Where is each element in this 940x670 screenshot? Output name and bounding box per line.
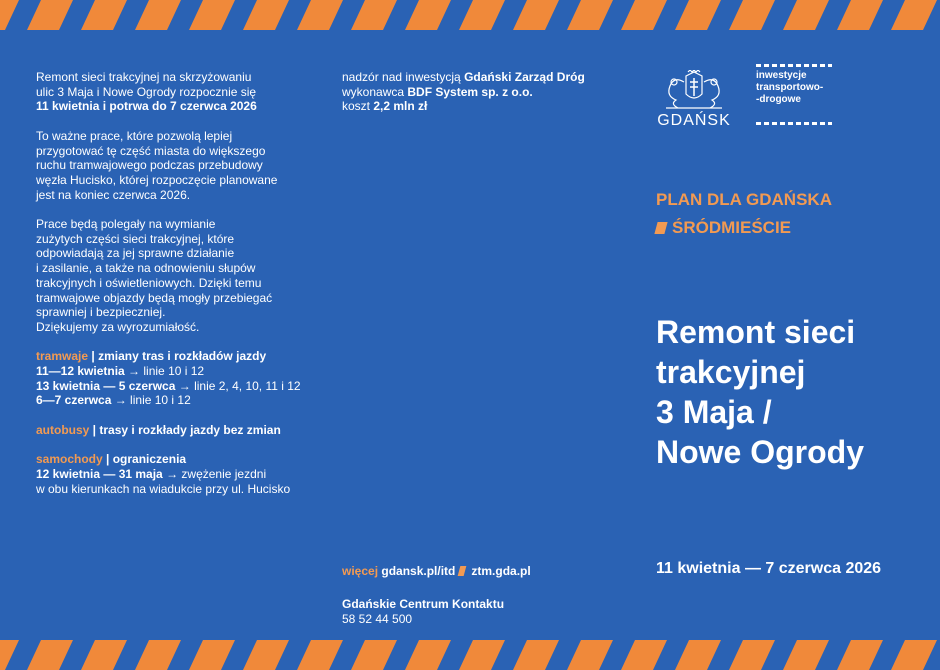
more-info: [342, 564, 531, 578]
cars-info-2: w obu kierunkach na wiadukcie przy ul. Hucisko: [36, 481, 291, 496]
stripe-segment: [135, 0, 181, 30]
title-line: Nowe Ogrody: [656, 434, 865, 470]
stripe-segment: [351, 640, 397, 670]
cost-label: koszt: [342, 99, 374, 114]
text-line: i zasilanie, a także na odnowieniu słupów: [36, 261, 256, 276]
separator: |: [88, 349, 99, 364]
stripe-segment: [837, 640, 883, 670]
tram-row-info: → linie 10 i 12: [111, 393, 191, 408]
link-gdansk-itd[interactable]: gdansk.pl/itd: [381, 564, 456, 578]
bus-section: [36, 423, 306, 438]
text-line: ruchu tramwajowego podczas przebudowy: [36, 158, 263, 173]
accent-square-icon: [458, 566, 467, 576]
stripe-segment: [567, 0, 613, 30]
stripe-segment: [27, 640, 73, 670]
itd-logo-text: [756, 70, 856, 106]
text-line: Dziękujemy za wyrozumiałość.: [36, 319, 200, 334]
cars-date: 12 kwietnia — 31 maja: [36, 466, 163, 481]
intro-paragraph: [36, 70, 306, 114]
plan-heading: [656, 186, 832, 242]
gdansk-crest-icon: [656, 70, 732, 110]
stripe-segment: [297, 640, 343, 670]
text-line: 11 kwietnia i potrwa do 7 czerwca 2026: [36, 99, 257, 114]
stripe-segment: [459, 640, 505, 670]
text-line: jest na koniec czerwca 2026.: [36, 187, 191, 202]
top-stripe-border: [0, 0, 940, 30]
stripe-segment: [621, 640, 667, 670]
stripe-segment: [405, 0, 451, 30]
stripe-segment: [81, 640, 127, 670]
tram-row-date: 13 kwietnia — 5 czerwca: [36, 378, 176, 393]
contractor-name: BDF System sp. z o.o.: [407, 84, 533, 99]
tram-row-date: 6—7 czerwca: [36, 393, 112, 408]
tram-label: tramwaje: [36, 349, 89, 364]
stripe-segment: [27, 0, 73, 30]
supervisor-name: Gdański Zarząd Dróg: [464, 70, 585, 84]
text-line: Prace będą polegały na wymianie: [36, 217, 216, 231]
investment-details: [342, 70, 602, 114]
stripe-segment: [297, 0, 343, 30]
tram-row: [36, 364, 306, 379]
tram-row-info: → linie 10 i 12: [124, 364, 205, 379]
stripe-segment: [891, 0, 937, 30]
stripe-segment: [567, 640, 613, 670]
tram-row-info: → linie 2, 4, 10, 11 i 12: [175, 378, 301, 393]
itd-line: -drogowe: [756, 94, 801, 105]
text-line: ulic 3 Maja i Nowe Ogrody rozpocznie się: [36, 84, 257, 99]
stripe-segment: [783, 640, 829, 670]
plan-line-2: ŚRÓDMIEŚCIE: [672, 218, 792, 237]
stripe-segment: [135, 640, 181, 670]
contact-phone[interactable]: 58 52 44 500: [342, 612, 413, 626]
stripe-segment: [729, 640, 775, 670]
cars-info: → zwężenie jezdni: [162, 466, 267, 481]
bottom-stripe-border: [0, 640, 940, 670]
stripe-segment: [513, 0, 559, 30]
text-line: To ważne prace, które pozwolą lepiej: [36, 128, 233, 143]
works-paragraph: [36, 217, 306, 335]
cars-section: [36, 452, 306, 496]
title-line: trakcyjnej: [656, 354, 806, 390]
cost-value: 2,2 mln zł: [373, 99, 428, 114]
purpose-paragraph: [36, 129, 306, 203]
tram-row: [36, 379, 306, 394]
date-range: 11 kwietnia — 7 czerwca 2026: [656, 560, 882, 577]
stripe-segment: [729, 0, 775, 30]
info-column: [36, 70, 306, 511]
stripe-segment: [351, 0, 397, 30]
text-line: zużytych części sieci trakcyjnej, które: [36, 231, 235, 246]
stripe-segment: [891, 640, 937, 670]
tram-row: [36, 393, 306, 408]
text-line: sprawniej i bezpieczniej.: [36, 305, 166, 320]
tram-row-date: 11—12 kwietnia: [36, 364, 125, 379]
title-line: Remont sieci: [656, 314, 856, 350]
accent-square-icon: [654, 222, 667, 234]
bus-label: autobusy: [36, 422, 90, 437]
contact-name: Gdańskie Centrum Kontaktu: [342, 597, 505, 611]
stripe-segment: [0, 640, 19, 670]
supervisor-label: nadzór nad inwestycją: [342, 70, 465, 84]
bus-desc: trasy i rozkłady jazdy bez zmian: [99, 422, 281, 437]
stripe-segment: [81, 0, 127, 30]
stripe-segment: [513, 640, 559, 670]
stripe-segment: [243, 0, 289, 30]
plan-line-1: PLAN DLA GDAŃSKA: [656, 190, 832, 209]
stripe-segment: [621, 0, 667, 30]
text-line: Remont sieci trakcyjnej na skrzyżowaniu: [36, 70, 252, 84]
stripe-segment: [189, 0, 235, 30]
gdansk-logo: [656, 70, 732, 130]
stripe-segment: [783, 0, 829, 30]
logo-block: [656, 70, 916, 132]
page-title: [656, 312, 926, 472]
contractor-label: wykonawca: [342, 84, 408, 99]
stripe-segment: [837, 0, 883, 30]
text-line: trakcyjnych i oświetleniowych. Dzięki temu: [36, 275, 262, 290]
stripe-segment: [675, 0, 721, 30]
separator: |: [89, 422, 100, 437]
itd-dashed-bar-top: [756, 64, 832, 67]
stripe-segment: [675, 640, 721, 670]
link-ztm[interactable]: ztm.gda.pl: [471, 564, 531, 578]
tram-section: [36, 349, 306, 408]
stripe-segment: [243, 640, 289, 670]
stripe-segment: [459, 0, 505, 30]
title-line: 3 Maja /: [656, 394, 772, 430]
contact-block: [342, 597, 504, 627]
stripe-segment: [189, 640, 235, 670]
separator: |: [102, 452, 113, 467]
tram-desc: zmiany tras i rozkładów jazdy: [98, 349, 267, 364]
city-name: GDAŃSK: [657, 112, 731, 129]
text-line: przygotować tę część miasta do większego: [36, 143, 266, 158]
cars-label: samochody: [36, 452, 103, 467]
text-line: odpowiadają za jej sprawne działanie: [36, 246, 235, 261]
stripe-segment: [0, 0, 19, 30]
itd-line: transportowo-: [756, 82, 824, 93]
cars-desc: ograniczenia: [112, 452, 187, 467]
itd-dashed-bar: [756, 122, 832, 125]
text-line: węzła Hucisko, której rozpoczęcie planowane: [36, 172, 278, 187]
stripe-segment: [405, 640, 451, 670]
itd-line: inwestycje: [756, 70, 807, 81]
text-line: tramwajowe objazdy będą mogły przebiegać: [36, 290, 273, 305]
more-label: więcej: [342, 564, 379, 578]
